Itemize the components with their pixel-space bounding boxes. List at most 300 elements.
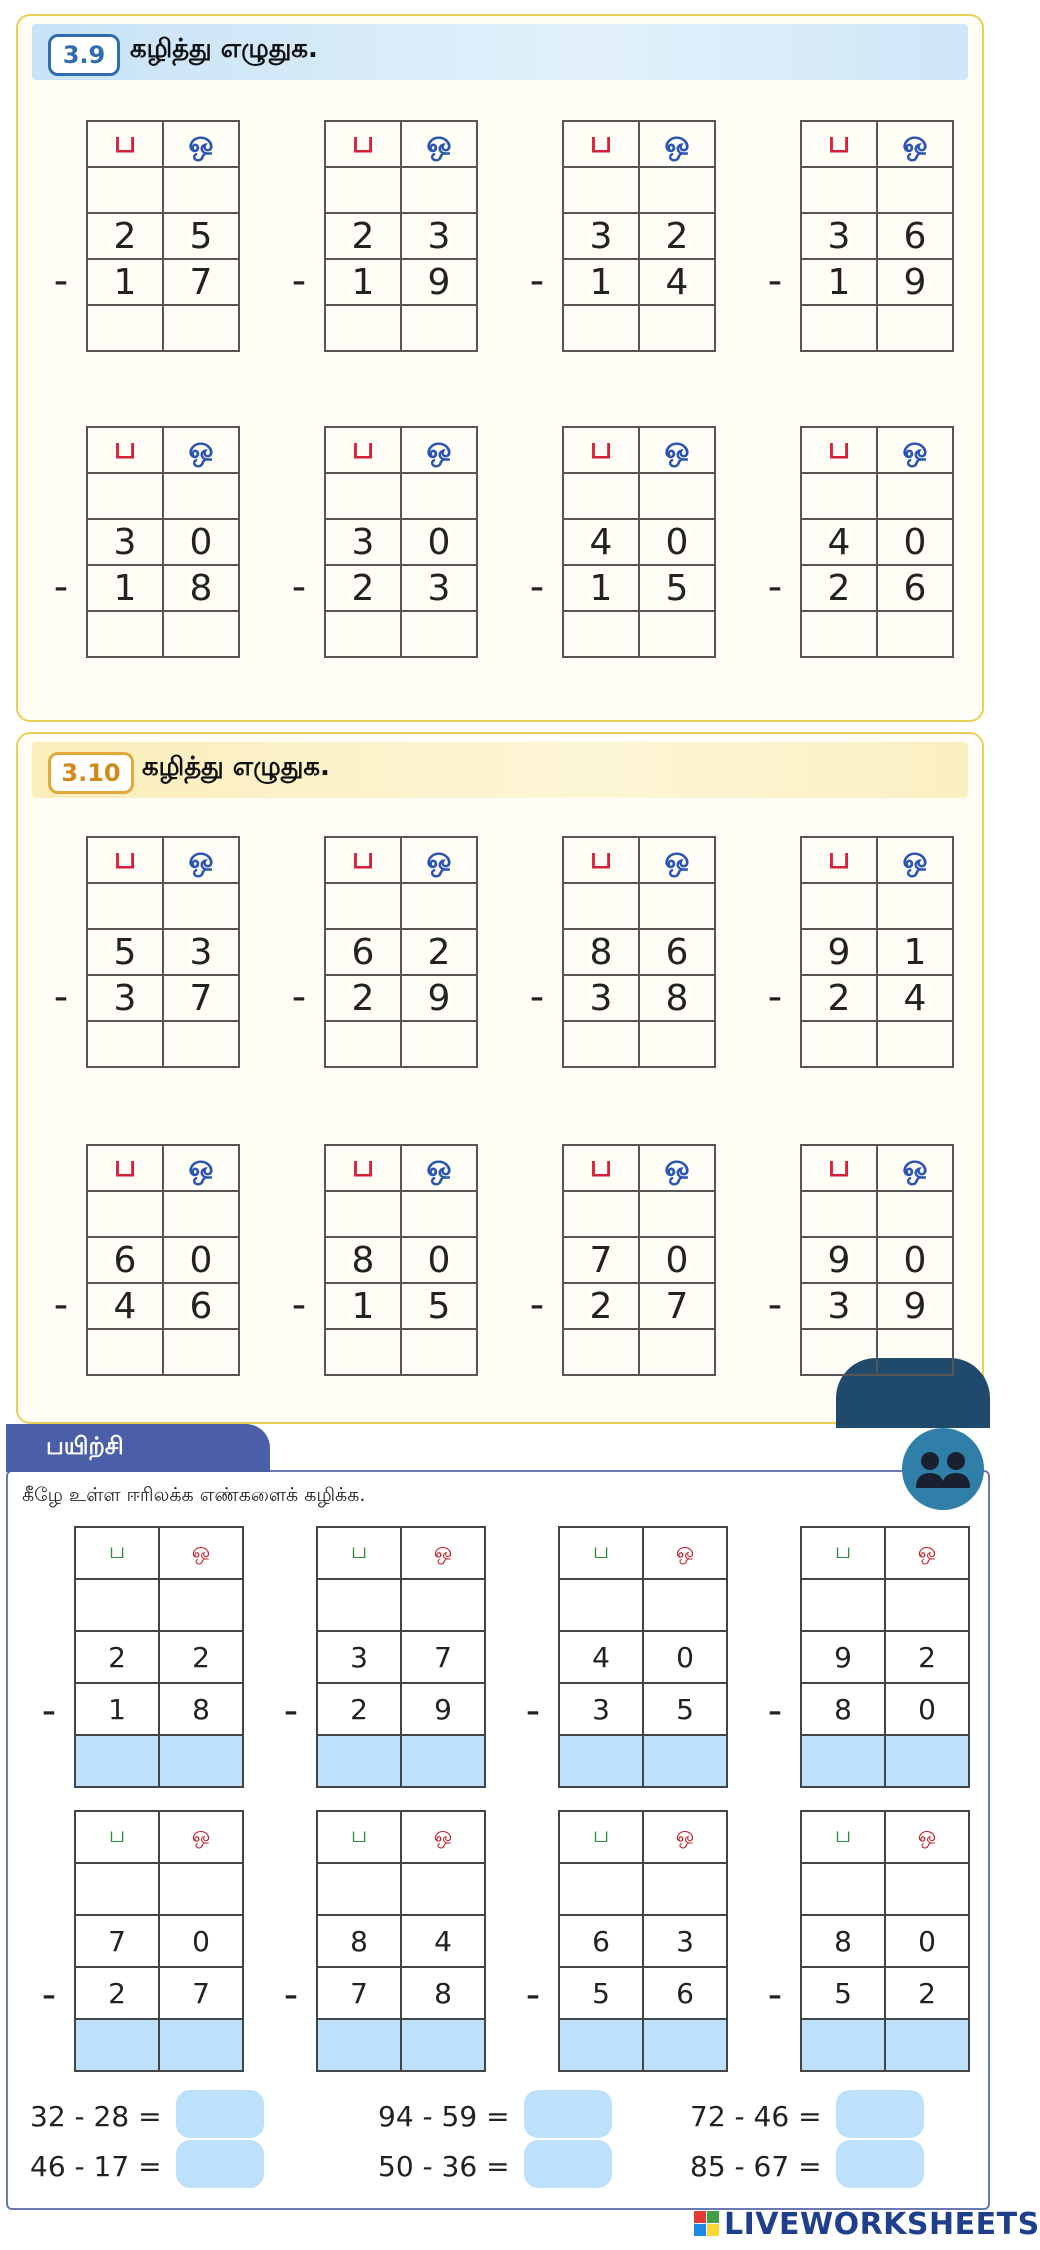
practice-subtrahend-ones-cell: 6 <box>643 1967 727 2019</box>
section-3-10-subtrahend-tens-cell: 2 <box>801 975 877 1021</box>
section-3-10-carry-tens-cell[interactable] <box>87 883 163 929</box>
section-3-9-header-ones-cell: ஒ <box>163 121 239 167</box>
section-3-10-minus-sign: - <box>291 1282 307 1328</box>
practice-minuend-ones-cell: 0 <box>885 1915 969 1967</box>
section-3-9-carry-ones-cell[interactable] <box>401 473 477 519</box>
section-3-9-header-ones-cell: ஒ <box>639 427 715 473</box>
practice-problem-4 <box>800 1526 970 1788</box>
practice-subtrahend-tens-cell: 8 <box>801 1683 885 1735</box>
section-3-10-carry-tens-cell[interactable] <box>87 1191 163 1237</box>
section-3-9-minuend-ones-cell: 6 <box>877 213 953 259</box>
practice-carry-tens-cell[interactable] <box>801 1863 885 1915</box>
section-3-10-minus-sign: - <box>53 1282 69 1328</box>
practice-minuend-tens-cell: 3 <box>317 1631 401 1683</box>
section-3-9-header-tens-cell: ப <box>801 427 877 473</box>
section-3-10-minuend-tens-cell: 8 <box>325 1237 401 1283</box>
practice-header-ones-cell: ஒ <box>885 1527 969 1579</box>
practice-header-ones-cell: ஒ <box>885 1811 969 1863</box>
section-3-9-minus-sign: - <box>291 564 307 610</box>
section-3-10-answer-ones-cell[interactable] <box>877 1329 953 1375</box>
section-3-9-problem-2 <box>324 120 478 352</box>
section-3-9-header-ones-cell: ஒ <box>401 121 477 167</box>
equation-4: 46 - 17 = <box>30 2150 162 2183</box>
section-3-10-answer-ones-cell[interactable] <box>639 1329 715 1375</box>
section-3-10-subtrahend-ones-cell: 9 <box>877 1283 953 1329</box>
section-3-10-header-tens-cell: ப <box>87 1145 163 1191</box>
section-3-9-header-ones-cell: ஒ <box>163 427 239 473</box>
section-3-10-header-ones-cell: ஒ <box>877 837 953 883</box>
practice-subtrahend-tens-cell: 5 <box>559 1967 643 2019</box>
section-3-10-carry-tens-cell[interactable] <box>325 883 401 929</box>
practice-answer-tens-cell[interactable] <box>75 2019 159 2071</box>
practice-problem-6 <box>316 1810 486 2072</box>
section-3-9-problem-5 <box>86 426 240 658</box>
section-3-9-answer-tens-cell[interactable] <box>563 611 639 657</box>
section-3-9-answer-tens-cell[interactable] <box>87 611 163 657</box>
practice-answer-ones-cell[interactable] <box>159 2019 243 2071</box>
section-3-9-subtrahend-tens-cell: 1 <box>563 565 639 611</box>
section-3-9-answer-ones-cell[interactable] <box>877 611 953 657</box>
section-3-9-answer-ones-cell[interactable] <box>163 305 239 351</box>
section-3-10-subtrahend-ones-cell: 4 <box>877 975 953 1021</box>
practice-answer-tens-cell[interactable] <box>559 1735 643 1787</box>
practice-minus-sign: - <box>525 1972 541 2018</box>
practice-minuend-ones-cell: 3 <box>643 1915 727 1967</box>
section-3-9-minuend-ones-cell: 0 <box>163 519 239 565</box>
equation-3: 72 - 46 = <box>690 2100 822 2133</box>
section-3-10-carry-tens-cell[interactable] <box>801 883 877 929</box>
practice-header-ones-cell: ஒ <box>159 1811 243 1863</box>
section-3-10-header-tens-cell: ப <box>325 837 401 883</box>
section-3-10-subtrahend-ones-cell: 6 <box>163 1283 239 1329</box>
practice-header-tens-cell: ப <box>559 1527 643 1579</box>
practice-minuend-tens-cell: 6 <box>559 1915 643 1967</box>
equation-6: 85 - 67 = <box>690 2150 822 2183</box>
practice-minuend-ones-cell: 2 <box>885 1631 969 1683</box>
equation-1: 32 - 28 = <box>30 2100 162 2133</box>
section-3-10-answer-ones-cell[interactable] <box>163 1021 239 1067</box>
practice-minus-sign: - <box>525 1688 541 1734</box>
section-3-9-carry-tens-cell[interactable] <box>325 167 401 213</box>
section-3-9-subtrahend-tens-cell: 1 <box>563 259 639 305</box>
section-3-9-header-tens-cell: ப <box>563 121 639 167</box>
section-3-9-answer-tens-cell[interactable] <box>325 305 401 351</box>
practice-instruction: கீழே உள்ள ஈரிலக்க எண்களைக் கழிக்க. <box>22 1484 366 1506</box>
equation-6-answer-box[interactable] <box>836 2140 924 2188</box>
section-3-10-subtrahend-tens-cell: 2 <box>563 1283 639 1329</box>
section-3-9-minuend-tens-cell: 3 <box>325 519 401 565</box>
section-3-9-subtrahend-ones-cell: 3 <box>401 565 477 611</box>
section-3-10-carry-tens-cell[interactable] <box>563 1191 639 1237</box>
section-3-9-header-tens-cell: ப <box>87 121 163 167</box>
practice-problem-8 <box>800 1810 970 2072</box>
section-3-10-carry-ones-cell[interactable] <box>163 883 239 929</box>
practice-carry-tens-cell[interactable] <box>317 1863 401 1915</box>
section-3-10-carry-ones-cell[interactable] <box>877 883 953 929</box>
section-3-10-carry-tens-cell[interactable] <box>325 1191 401 1237</box>
practice-header-tens-cell: ப <box>75 1527 159 1579</box>
practice-header-ones-cell: ஒ <box>401 1527 485 1579</box>
practice-minuend-tens-cell: 2 <box>75 1631 159 1683</box>
section-3-10-header-ones-cell: ஒ <box>163 1145 239 1191</box>
section-3-9-carry-tens-cell[interactable] <box>325 473 401 519</box>
section-3-10-subtrahend-ones-cell: 7 <box>639 1283 715 1329</box>
practice-minuend-tens-cell: 9 <box>801 1631 885 1683</box>
section-3-9-minuend-ones-cell: 5 <box>163 213 239 259</box>
practice-problem-3 <box>558 1526 728 1788</box>
section-3-9-minuend-tens-cell: 2 <box>87 213 163 259</box>
practice-subtrahend-ones-cell: 0 <box>885 1683 969 1735</box>
practice-carry-tens-cell[interactable] <box>559 1579 643 1631</box>
practice-subtrahend-ones-cell: 9 <box>401 1683 485 1735</box>
section-3-10-problem-4 <box>800 836 954 1068</box>
section-3-9-answer-ones-cell[interactable] <box>401 611 477 657</box>
practice-answer-ones-cell[interactable] <box>885 1735 969 1787</box>
section-3-9-problem-1 <box>86 120 240 352</box>
practice-minuend-ones-cell: 7 <box>401 1631 485 1683</box>
section-3-10-problem-3 <box>562 836 716 1068</box>
section-3-9-answer-ones-cell[interactable] <box>877 305 953 351</box>
section-3-10-carry-ones-cell[interactable] <box>401 883 477 929</box>
practice-answer-tens-cell[interactable] <box>317 2019 401 2071</box>
section-3-9-minuend-tens-cell: 4 <box>563 519 639 565</box>
practice-header-tens-cell: ப <box>801 1811 885 1863</box>
section-3-10-subtrahend-ones-cell: 9 <box>401 975 477 1021</box>
practice-minuend-ones-cell: 2 <box>159 1631 243 1683</box>
practice-problem-1 <box>74 1526 244 1788</box>
practice-subtrahend-tens-cell: 2 <box>317 1683 401 1735</box>
section-3-9-carry-ones-cell[interactable] <box>639 167 715 213</box>
logo-text: LIVEWORKSHEETS <box>724 2206 1040 2242</box>
section-3-10-minuend-ones-cell: 0 <box>401 1237 477 1283</box>
section-3-9-minuend-ones-cell: 2 <box>639 213 715 259</box>
practice-problem-7 <box>558 1810 728 2072</box>
section-3-10-answer-tens-cell[interactable] <box>801 1329 877 1375</box>
section-3-9-problem-3 <box>562 120 716 352</box>
practice-minuend-tens-cell: 4 <box>559 1631 643 1683</box>
practice-header-tens-cell: ப <box>317 1811 401 1863</box>
section-3-9-minus-sign: - <box>291 258 307 304</box>
section-3-9-carry-ones-cell[interactable] <box>401 167 477 213</box>
section-3-9-subtrahend-ones-cell: 9 <box>877 259 953 305</box>
section-3-9-minus-sign: - <box>767 564 783 610</box>
practice-minus-sign: - <box>41 1688 57 1734</box>
practice-answer-tens-cell[interactable] <box>801 1735 885 1787</box>
section-3-10-minuend-tens-cell: 7 <box>563 1237 639 1283</box>
equation-5: 50 - 36 = <box>378 2150 510 2183</box>
equation-5-answer-box[interactable] <box>524 2140 612 2188</box>
practice-carry-ones-cell[interactable] <box>885 1863 969 1915</box>
section-3-9-carry-tens-cell[interactable] <box>563 167 639 213</box>
section-3-10-subtrahend-tens-cell: 4 <box>87 1283 163 1329</box>
section-3-9-minus-sign: - <box>53 564 69 610</box>
section-3-9-minus-sign: - <box>529 258 545 304</box>
section-3-10-answer-tens-cell[interactable] <box>563 1329 639 1375</box>
section-3-9-answer-tens-cell[interactable] <box>801 305 877 351</box>
section-3-10-subtrahend-ones-cell: 8 <box>639 975 715 1021</box>
liveworksheets-logo <box>694 2204 1040 2244</box>
equation-3-answer-box[interactable] <box>836 2090 924 2138</box>
practice-minuend-tens-cell: 8 <box>801 1915 885 1967</box>
section-3-9-header-tens-cell: ப <box>801 121 877 167</box>
practice-minuend-tens-cell: 8 <box>317 1915 401 1967</box>
section-3-9-minus-sign: - <box>767 258 783 304</box>
section-3-9-carry-tens-cell[interactable] <box>87 473 163 519</box>
section-3-9-answer-tens-cell[interactable] <box>87 305 163 351</box>
section-3-10-answer-tens-cell[interactable] <box>563 1021 639 1067</box>
equation-4-answer-box[interactable] <box>176 2140 264 2188</box>
practice-minuend-ones-cell: 0 <box>159 1915 243 1967</box>
section-3-10-header-tens-cell: ப <box>87 837 163 883</box>
practice-minus-sign: - <box>283 1688 299 1734</box>
section-3-9-header-ones-cell: ஒ <box>639 121 715 167</box>
section-3-10-answer-ones-cell[interactable] <box>877 1021 953 1067</box>
section-3-9-carry-tens-cell[interactable] <box>563 473 639 519</box>
section-3-9-carry-tens-cell[interactable] <box>801 473 877 519</box>
section-3-10-answer-tens-cell[interactable] <box>801 1021 877 1067</box>
practice-carry-ones-cell[interactable] <box>159 1863 243 1915</box>
practice-minuend-ones-cell: 4 <box>401 1915 485 1967</box>
section-3-10-carry-ones-cell[interactable] <box>401 1191 477 1237</box>
section-3-10-answer-ones-cell[interactable] <box>401 1329 477 1375</box>
practice-subtrahend-ones-cell: 2 <box>885 1967 969 2019</box>
section-3-10-problem-5 <box>86 1144 240 1376</box>
practice-header-ones-cell: ஒ <box>159 1527 243 1579</box>
section-3-9-minuend-ones-cell: 0 <box>639 519 715 565</box>
section-3-9-carry-ones-cell[interactable] <box>877 167 953 213</box>
section-3-9-instruction: கழித்து எழுதுக. <box>130 34 318 64</box>
practice-carry-tens-cell[interactable] <box>75 1579 159 1631</box>
practice-answer-ones-cell[interactable] <box>643 1735 727 1787</box>
section-3-10-subtrahend-ones-cell: 7 <box>163 975 239 1021</box>
section-3-9-subtrahend-tens-cell: 1 <box>801 259 877 305</box>
section-3-9-carry-ones-cell[interactable] <box>877 473 953 519</box>
section-3-9-answer-tens-cell[interactable] <box>325 611 401 657</box>
section-3-9-minuend-tens-cell: 3 <box>801 213 877 259</box>
practice-carry-ones-cell[interactable] <box>159 1579 243 1631</box>
section-3-9-problem-6 <box>324 426 478 658</box>
practice-header-ones-cell: ஒ <box>643 1811 727 1863</box>
section-3-9-header-tens-cell: ப <box>563 427 639 473</box>
section-3-10-minuend-ones-cell: 0 <box>163 1237 239 1283</box>
section-3-10-minus-sign: - <box>529 974 545 1020</box>
section-3-10-header-ones-cell: ஒ <box>639 837 715 883</box>
section-3-10-answer-tens-cell[interactable] <box>325 1329 401 1375</box>
section-3-10-subtrahend-tens-cell: 3 <box>87 975 163 1021</box>
section-3-10-answer-tens-cell[interactable] <box>87 1329 163 1375</box>
practice-subtrahend-ones-cell: 5 <box>643 1683 727 1735</box>
section-3-10-carry-tens-cell[interactable] <box>563 883 639 929</box>
section-3-10-answer-ones-cell[interactable] <box>163 1329 239 1375</box>
section-3-10-problem-6 <box>324 1144 478 1376</box>
section-3-9-problem-8 <box>800 426 954 658</box>
section-3-10-minuend-ones-cell: 0 <box>639 1237 715 1283</box>
section-3-10-header-ones-cell: ஒ <box>401 1145 477 1191</box>
practice-carry-tens-cell[interactable] <box>559 1863 643 1915</box>
section-3-9-minuend-ones-cell: 3 <box>401 213 477 259</box>
section-3-9-subtrahend-ones-cell: 9 <box>401 259 477 305</box>
section-3-10-answer-ones-cell[interactable] <box>639 1021 715 1067</box>
section-3-10-minus-sign: - <box>291 974 307 1020</box>
practice-subtrahend-tens-cell: 5 <box>801 1967 885 2019</box>
practice-subtrahend-tens-cell: 3 <box>559 1683 643 1735</box>
section-3-10-subtrahend-tens-cell: 1 <box>325 1283 401 1329</box>
group-people-icon <box>902 1428 984 1510</box>
section-3-9-answer-ones-cell[interactable] <box>163 611 239 657</box>
section-3-9-subtrahend-tens-cell: 1 <box>325 259 401 305</box>
section-3-10-answer-tens-cell[interactable] <box>87 1021 163 1067</box>
practice-carry-tens-cell[interactable] <box>801 1579 885 1631</box>
section-3-10-minuend-tens-cell: 5 <box>87 929 163 975</box>
practice-minus-sign: - <box>283 1972 299 2018</box>
section-3-10-header-tens-cell: ப <box>325 1145 401 1191</box>
section-3-10-carry-ones-cell[interactable] <box>639 883 715 929</box>
practice-tab-label: பயிற்சி <box>46 1432 124 1460</box>
section-3-10-badge: 3.10 <box>48 752 134 794</box>
section-3-10-header-tens-cell: ப <box>801 837 877 883</box>
section-3-9-header-tens-cell: ப <box>325 427 401 473</box>
section-3-10-minuend-ones-cell: 2 <box>401 929 477 975</box>
section-3-10-minuend-tens-cell: 9 <box>801 1237 877 1283</box>
section-3-9-subtrahend-tens-cell: 1 <box>87 565 163 611</box>
practice-minus-sign: - <box>767 1972 783 2018</box>
practice-problem-5 <box>74 1810 244 2072</box>
section-3-10-minuend-tens-cell: 6 <box>87 1237 163 1283</box>
section-3-9-minuend-tens-cell: 3 <box>563 213 639 259</box>
practice-answer-ones-cell[interactable] <box>159 1735 243 1787</box>
section-3-10-minus-sign: - <box>767 1282 783 1328</box>
section-3-10-minuend-ones-cell: 1 <box>877 929 953 975</box>
section-3-9-minuend-ones-cell: 0 <box>401 519 477 565</box>
section-3-10-header-ones-cell: ஒ <box>639 1145 715 1191</box>
practice-carry-ones-cell[interactable] <box>643 1863 727 1915</box>
section-3-10-instruction: கழித்து எழுதுக. <box>142 752 330 782</box>
section-3-10-problem-7 <box>562 1144 716 1376</box>
section-3-9-subtrahend-tens-cell: 2 <box>325 565 401 611</box>
section-3-10-subtrahend-tens-cell: 2 <box>325 975 401 1021</box>
practice-answer-tens-cell[interactable] <box>75 1735 159 1787</box>
section-3-9-header-ones-cell: ஒ <box>877 427 953 473</box>
section-3-9-minus-sign: - <box>53 258 69 304</box>
practice-minuend-tens-cell: 7 <box>75 1915 159 1967</box>
practice-carry-ones-cell[interactable] <box>643 1579 727 1631</box>
practice-minuend-ones-cell: 0 <box>643 1631 727 1683</box>
practice-carry-tens-cell[interactable] <box>75 1863 159 1915</box>
section-3-10-subtrahend-tens-cell: 3 <box>801 1283 877 1329</box>
practice-header-tens-cell: ப <box>75 1811 159 1863</box>
section-3-10-minuend-ones-cell: 3 <box>163 929 239 975</box>
practice-answer-tens-cell[interactable] <box>801 2019 885 2071</box>
section-3-9-subtrahend-tens-cell: 1 <box>87 259 163 305</box>
practice-carry-ones-cell[interactable] <box>885 1579 969 1631</box>
section-3-9-minuend-tens-cell: 3 <box>87 519 163 565</box>
section-3-10-minus-sign: - <box>53 974 69 1020</box>
section-3-9-answer-ones-cell[interactable] <box>639 305 715 351</box>
section-3-9-minuend-tens-cell: 2 <box>325 213 401 259</box>
practice-header-ones-cell: ஒ <box>401 1811 485 1863</box>
section-3-10-subtrahend-tens-cell: 3 <box>563 975 639 1021</box>
practice-subtrahend-tens-cell: 1 <box>75 1683 159 1735</box>
section-3-10-problem-2 <box>324 836 478 1068</box>
section-3-10-carry-tens-cell[interactable] <box>801 1191 877 1237</box>
section-3-9-problem-7 <box>562 426 716 658</box>
section-3-9-carry-ones-cell[interactable] <box>639 473 715 519</box>
section-3-10-problem-8 <box>800 1144 954 1376</box>
section-3-9-answer-ones-cell[interactable] <box>639 611 715 657</box>
practice-tab <box>6 1424 270 1472</box>
section-3-10-carry-ones-cell[interactable] <box>877 1191 953 1237</box>
section-3-10-carry-ones-cell[interactable] <box>639 1191 715 1237</box>
section-3-10-minuend-ones-cell: 6 <box>639 929 715 975</box>
practice-carry-ones-cell[interactable] <box>401 1579 485 1631</box>
practice-answer-tens-cell[interactable] <box>317 1735 401 1787</box>
section-3-9-carry-tens-cell[interactable] <box>87 167 163 213</box>
section-3-10-problem-1 <box>86 836 240 1068</box>
practice-subtrahend-tens-cell: 7 <box>317 1967 401 2019</box>
section-3-9-header-ones-cell: ஒ <box>877 121 953 167</box>
logo-blocks-icon <box>694 2211 720 2237</box>
practice-answer-ones-cell[interactable] <box>401 1735 485 1787</box>
section-3-9-answer-tens-cell[interactable] <box>563 305 639 351</box>
section-3-10-answer-tens-cell[interactable] <box>325 1021 401 1067</box>
practice-answer-ones-cell[interactable] <box>643 2019 727 2071</box>
practice-minus-sign: - <box>41 1972 57 2018</box>
section-3-10-header-ones-cell: ஒ <box>401 837 477 883</box>
section-3-10-minuend-ones-cell: 0 <box>877 1237 953 1283</box>
practice-header-ones-cell: ஒ <box>643 1527 727 1579</box>
section-3-10-header-tens-cell: ப <box>563 837 639 883</box>
section-3-9-minuend-ones-cell: 0 <box>877 519 953 565</box>
practice-problem-2 <box>316 1526 486 1788</box>
equation-2-answer-box[interactable] <box>524 2090 612 2138</box>
equation-2: 94 - 59 = <box>378 2100 510 2133</box>
section-3-9-subtrahend-ones-cell: 4 <box>639 259 715 305</box>
section-3-9-header-ones-cell: ஒ <box>401 427 477 473</box>
section-3-10-minuend-tens-cell: 6 <box>325 929 401 975</box>
section-3-9-carry-tens-cell[interactable] <box>801 167 877 213</box>
section-3-9-minuend-tens-cell: 4 <box>801 519 877 565</box>
section-3-9-carry-ones-cell[interactable] <box>163 167 239 213</box>
practice-header-tens-cell: ப <box>317 1527 401 1579</box>
section-3-9-answer-ones-cell[interactable] <box>401 305 477 351</box>
practice-answer-ones-cell[interactable] <box>401 2019 485 2071</box>
practice-carry-tens-cell[interactable] <box>317 1579 401 1631</box>
practice-answer-tens-cell[interactable] <box>559 2019 643 2071</box>
practice-subtrahend-ones-cell: 7 <box>159 1967 243 2019</box>
section-3-9-answer-tens-cell[interactable] <box>801 611 877 657</box>
equation-1-answer-box[interactable] <box>176 2090 264 2138</box>
practice-header-tens-cell: ப <box>559 1811 643 1863</box>
practice-subtrahend-ones-cell: 8 <box>159 1683 243 1735</box>
section-3-9-header-tens-cell: ப <box>325 121 401 167</box>
practice-carry-ones-cell[interactable] <box>401 1863 485 1915</box>
section-3-10-subtrahend-ones-cell: 5 <box>401 1283 477 1329</box>
section-3-10-carry-ones-cell[interactable] <box>163 1191 239 1237</box>
section-3-10-header-tens-cell: ப <box>563 1145 639 1191</box>
section-3-10-answer-ones-cell[interactable] <box>401 1021 477 1067</box>
section-3-9-subtrahend-ones-cell: 7 <box>163 259 239 305</box>
practice-subtrahend-tens-cell: 2 <box>75 1967 159 2019</box>
practice-answer-ones-cell[interactable] <box>885 2019 969 2071</box>
section-3-9-subtrahend-ones-cell: 6 <box>877 565 953 611</box>
section-3-9-problem-4 <box>800 120 954 352</box>
section-3-9-carry-ones-cell[interactable] <box>163 473 239 519</box>
section-3-9-header-tens-cell: ப <box>87 427 163 473</box>
practice-subtrahend-ones-cell: 8 <box>401 1967 485 2019</box>
section-3-10-minuend-tens-cell: 9 <box>801 929 877 975</box>
section-3-10-header-tens-cell: ப <box>801 1145 877 1191</box>
practice-minus-sign: - <box>767 1688 783 1734</box>
